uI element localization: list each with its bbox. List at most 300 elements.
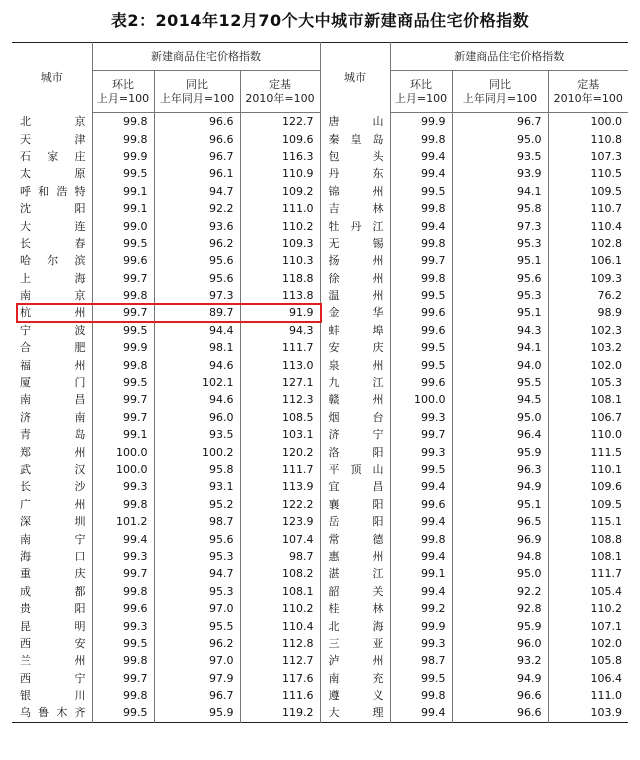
city-name-left: 成都 <box>12 583 92 600</box>
city-name-right: 泸州 <box>320 652 390 669</box>
base-value-right: 107.3 <box>590 149 623 163</box>
mom-value-right: 99.6 <box>390 304 452 321</box>
yoy-value-right: 94.0 <box>452 356 548 373</box>
table-row <box>12 478 628 495</box>
city-name-right: 九江 <box>320 374 390 391</box>
yoy-value-left: 92.2 <box>154 200 240 217</box>
base-value-right: 76.2 <box>597 289 623 303</box>
mom-value-right: 99.4 <box>390 548 452 565</box>
yoy-value-right: 95.1 <box>452 252 548 269</box>
city-name-right: 襄阳 <box>320 496 390 513</box>
city-name-right: 常德 <box>320 530 390 547</box>
base-value-left: 94.3 <box>240 322 320 339</box>
yoy-value-right: 94.1 <box>452 183 548 200</box>
city-name-left: 宁波 <box>12 322 92 339</box>
city-name-left: 石家庄 <box>12 148 92 165</box>
mom-value-left: 99.8 <box>92 583 154 600</box>
mom-value-left: 99.3 <box>92 478 154 495</box>
yoy-value-right: 93.5 <box>452 148 548 165</box>
mom-value-left: 99.5 <box>92 374 154 391</box>
mom-value-right: 99.4 <box>390 513 452 530</box>
yoy-value-right: 94.8 <box>452 548 548 565</box>
city-name-left: 南宁 <box>12 530 92 547</box>
table-row <box>12 670 628 687</box>
table-row <box>12 617 628 634</box>
index-group-header-left: 新建商品住宅价格指数 <box>92 43 320 71</box>
base-value-right: 110.5 <box>590 167 623 181</box>
yoy-value-left: 95.6 <box>154 270 240 287</box>
base-value-right: 106.4 <box>590 671 623 685</box>
base-value-left: 109.2 <box>240 183 320 200</box>
base-value-right: 103.9 <box>590 706 623 720</box>
base-value-left: 107.4 <box>240 530 320 547</box>
table-row <box>12 496 628 513</box>
city-name-left: 武汉 <box>12 461 92 478</box>
city-name-left: 哈尔滨 <box>12 252 92 269</box>
mom-value-right: 99.6 <box>390 322 452 339</box>
mom-value-left: 99.3 <box>92 617 154 634</box>
base-value-left: 110.2 <box>240 217 320 234</box>
mom-value-left: 99.7 <box>92 270 154 287</box>
yoy-value-left: 98.7 <box>154 513 240 530</box>
mom-value-left: 99.9 <box>92 148 154 165</box>
yoy-value-right: 95.5 <box>452 374 548 391</box>
yoy-value-right: 93.9 <box>452 165 548 182</box>
base-value-right: 109.5 <box>590 184 623 198</box>
price-index-table <box>12 42 628 723</box>
yoy-value-right: 95.0 <box>452 565 548 582</box>
mom-value-left: 99.1 <box>92 426 154 443</box>
base-value-right: 106.1 <box>590 254 623 268</box>
base-value-right: 110.4 <box>590 219 623 233</box>
table-row <box>12 443 628 460</box>
base-value-right: 109.6 <box>590 480 623 494</box>
city-name-left: 银川 <box>12 687 92 704</box>
yoy-value-left: 95.8 <box>154 461 240 478</box>
city-name-right: 赣州 <box>320 391 390 408</box>
city-name-left: 西安 <box>12 635 92 652</box>
base-value-right: 106.7 <box>590 410 623 424</box>
yoy-value-left: 96.6 <box>154 113 240 131</box>
base-value-left: 117.6 <box>240 670 320 687</box>
mom-value-left: 99.8 <box>92 687 154 704</box>
mom-value-left: 99.7 <box>92 565 154 582</box>
table-row <box>12 374 628 391</box>
yoy-value-left: 96.7 <box>154 687 240 704</box>
price-index-table-container <box>12 42 628 723</box>
city-name-left: 重庆 <box>12 565 92 582</box>
table-row <box>12 339 628 356</box>
mom-value-right: 98.7 <box>390 652 452 669</box>
base-value-left: 111.0 <box>240 200 320 217</box>
mom-value-left: 99.5 <box>92 635 154 652</box>
mom-value-right: 99.9 <box>390 617 452 634</box>
mom-value-left: 99.8 <box>92 356 154 373</box>
city-name-right: 洛阳 <box>320 443 390 460</box>
mom-value-left: 99.8 <box>92 287 154 304</box>
base-value-right: 108.1 <box>590 549 623 563</box>
table-row <box>12 565 628 582</box>
base-value-left: 110.3 <box>240 252 320 269</box>
city-name-right: 秦皇岛 <box>320 130 390 147</box>
table-row <box>12 252 628 269</box>
base-value-left: 119.2 <box>240 704 320 722</box>
city-name-right: 惠州 <box>320 548 390 565</box>
city-name-left: 呼和浩特 <box>12 183 92 200</box>
yoy-value-right: 92.2 <box>452 583 548 600</box>
mom-value-right: 99.5 <box>390 356 452 373</box>
mom-value-left: 99.8 <box>92 652 154 669</box>
base-value-left: 108.1 <box>240 583 320 600</box>
base-value-right: 109.5 <box>590 497 623 511</box>
mom-value-left: 100.0 <box>92 461 154 478</box>
mom-value-left: 99.9 <box>92 339 154 356</box>
mom-value-left: 99.1 <box>92 183 154 200</box>
base-value-right: 108.1 <box>590 393 623 407</box>
base-value-left: 111.7 <box>240 339 320 356</box>
mom-value-right: 99.4 <box>390 478 452 495</box>
city-name-right: 徐州 <box>320 270 390 287</box>
base-value-left: 111.6 <box>240 687 320 704</box>
yoy-value-right: 95.9 <box>452 443 548 460</box>
city-name-left: 青岛 <box>12 426 92 443</box>
base-value-right: 110.0 <box>590 428 623 442</box>
mom-value-right: 99.4 <box>390 704 452 722</box>
base-value-left: 112.3 <box>240 391 320 408</box>
yoy-value-right: 94.9 <box>452 478 548 495</box>
yoy-value-left: 89.7 <box>154 304 240 321</box>
table-row <box>12 687 628 704</box>
index-group-header-right: 新建商品住宅价格指数 <box>454 49 565 63</box>
city-name-right: 泉州 <box>320 356 390 373</box>
mom-value-left: 99.4 <box>92 530 154 547</box>
city-name-left: 昆明 <box>12 617 92 634</box>
yoy-value-left: 98.1 <box>154 339 240 356</box>
mom-value-left: 99.5 <box>92 322 154 339</box>
yoy-value-left: 95.2 <box>154 496 240 513</box>
mom-value-left: 99.8 <box>92 130 154 147</box>
yoy-value-right: 96.6 <box>452 704 548 722</box>
base-value-left: 113.8 <box>240 287 320 304</box>
yoy-value-right: 95.9 <box>452 617 548 634</box>
mom-value-left: 99.1 <box>92 200 154 217</box>
base-value-left: 108.2 <box>240 565 320 582</box>
city-name-right: 温州 <box>320 287 390 304</box>
yoy-value-left: 95.6 <box>154 530 240 547</box>
base-value-left: 98.7 <box>240 548 320 565</box>
table-row <box>12 235 628 252</box>
mom-value-right: 99.4 <box>390 217 452 234</box>
city-name-left: 兰州 <box>12 652 92 669</box>
table-row <box>12 704 628 722</box>
city-name-right: 北海 <box>320 617 390 634</box>
yoy-value-right: 96.6 <box>452 687 548 704</box>
city-name-left: 济南 <box>12 409 92 426</box>
mom-value-right: 99.9 <box>390 113 452 131</box>
table-row <box>12 200 628 217</box>
yoy-value-left: 96.7 <box>154 148 240 165</box>
base-value-left: 113.0 <box>240 356 320 373</box>
city-name-right: 牡丹江 <box>320 217 390 234</box>
mom-value-right: 99.2 <box>390 600 452 617</box>
table-row <box>12 652 628 669</box>
base-value-right: 110.1 <box>590 463 623 476</box>
table-row <box>12 322 628 339</box>
table-row <box>12 183 628 200</box>
city-name-left: 长春 <box>12 235 92 252</box>
city-name-left: 天津 <box>12 130 92 147</box>
city-name-left: 厦门 <box>12 374 92 391</box>
mom-value-right: 99.8 <box>390 270 452 287</box>
mom-value-left: 99.7 <box>92 670 154 687</box>
table-row <box>12 583 628 600</box>
base-value-left: 109.3 <box>240 235 320 252</box>
yoy-value-right: 95.0 <box>452 130 548 147</box>
yoy-value-right: 96.7 <box>452 113 548 131</box>
mom-value-left: 100.0 <box>92 443 154 460</box>
table-title: 表2：2014年12月70个大中城市新建商品住宅价格指数 <box>110 11 530 30</box>
base-value-right: 110.2 <box>590 602 623 616</box>
table-row <box>12 148 628 165</box>
yoy-value-right: 97.3 <box>452 217 548 234</box>
table-row <box>12 548 628 565</box>
yoy-value-left: 94.6 <box>154 391 240 408</box>
yoy-value-right: 95.8 <box>452 200 548 217</box>
city-name-right: 遵义 <box>320 687 390 704</box>
yoy-value-right: 96.3 <box>452 461 548 478</box>
base-value-left: 120.2 <box>240 443 320 460</box>
base-value-right: 102.0 <box>590 358 623 372</box>
mom-value-left: 99.8 <box>92 496 154 513</box>
table-row <box>12 270 628 287</box>
yoy-value-right: 95.3 <box>452 287 548 304</box>
base-value-right: 108.8 <box>590 532 623 546</box>
base-value-right: 103.2 <box>590 341 623 355</box>
city-name-left: 贵阳 <box>12 600 92 617</box>
city-name-right: 金华 <box>320 304 390 321</box>
table-row <box>12 356 628 373</box>
base-value-right: 105.3 <box>590 376 623 390</box>
base-value-left: 108.5 <box>240 409 320 426</box>
yoy-value-left: 97.0 <box>154 600 240 617</box>
city-column-header-right: 城市 <box>320 43 390 113</box>
base-value-right: 110.8 <box>590 132 623 146</box>
yoy-value-right: 94.9 <box>452 670 548 687</box>
yoy-value-left: 97.9 <box>154 670 240 687</box>
base-value-left: 127.1 <box>240 374 320 391</box>
yoy-value-left: 102.1 <box>154 374 240 391</box>
base-value-right: 102.3 <box>590 323 623 337</box>
yoy-value-left: 96.0 <box>154 409 240 426</box>
table-row <box>12 600 628 617</box>
mom-value-right: 99.8 <box>390 200 452 217</box>
yoy-value-left: 94.6 <box>154 356 240 373</box>
base-header-right: 定基 2010年=100 <box>548 71 628 113</box>
city-name-right: 韶关 <box>320 583 390 600</box>
yoy-value-left: 100.2 <box>154 443 240 460</box>
city-name-right: 济宁 <box>320 426 390 443</box>
base-value-left: 111.7 <box>240 461 320 478</box>
base-value-left: 112.7 <box>240 652 320 669</box>
yoy-value-left: 93.5 <box>154 426 240 443</box>
mom-value-right: 99.8 <box>390 130 452 147</box>
mom-value-right: 99.6 <box>390 374 452 391</box>
yoy-value-right: 95.1 <box>452 304 548 321</box>
mom-value-left: 99.7 <box>92 409 154 426</box>
mom-value-right: 99.6 <box>390 496 452 513</box>
mom-value-right: 99.5 <box>390 670 452 687</box>
base-value-left: 103.1 <box>240 426 320 443</box>
table-row <box>12 530 628 547</box>
city-name-right: 岳阳 <box>320 513 390 530</box>
mom-value-left: 99.7 <box>92 391 154 408</box>
yoy-value-left: 94.4 <box>154 322 240 339</box>
mom-value-right: 99.7 <box>390 252 452 269</box>
yoy-value-left: 97.3 <box>154 287 240 304</box>
base-value-left: 118.8 <box>240 270 320 287</box>
base-value-left: 91.9 <box>240 304 320 321</box>
table-row <box>12 113 628 131</box>
base-value-right: 102.8 <box>590 236 623 250</box>
city-name-left: 乌鲁木齐 <box>12 704 92 722</box>
yoy-value-left: 94.7 <box>154 183 240 200</box>
mom-value-right: 99.4 <box>390 165 452 182</box>
yoy-value-right: 95.0 <box>452 409 548 426</box>
mom-value-right: 100.0 <box>390 391 452 408</box>
mom-value-right: 99.3 <box>390 409 452 426</box>
mom-value-right: 99.4 <box>390 583 452 600</box>
city-name-right: 烟台 <box>320 409 390 426</box>
mom-header-right: 环比 上月=100 <box>390 71 452 113</box>
yoy-value-right: 96.0 <box>452 635 548 652</box>
table-row <box>12 217 628 234</box>
table-row <box>12 130 628 147</box>
base-value-left: 109.6 <box>240 130 320 147</box>
table-row <box>12 391 628 408</box>
city-name-left: 沈阳 <box>12 200 92 217</box>
table-row <box>12 635 628 652</box>
mom-value-left: 99.0 <box>92 217 154 234</box>
city-name-right: 桂林 <box>320 600 390 617</box>
city-name-left: 广州 <box>12 496 92 513</box>
yoy-value-left: 95.5 <box>154 617 240 634</box>
city-name-left: 福州 <box>12 356 92 373</box>
city-name-left: 太原 <box>12 165 92 182</box>
table-row <box>12 426 628 443</box>
mom-value-left: 101.2 <box>92 513 154 530</box>
base-value-right: 100.0 <box>590 115 623 129</box>
base-value-left: 110.9 <box>240 165 320 182</box>
mom-value-right: 99.7 <box>390 426 452 443</box>
yoy-value-left: 95.3 <box>154 583 240 600</box>
city-name-right: 安庆 <box>320 339 390 356</box>
city-name-right: 包头 <box>320 148 390 165</box>
base-value-left: 113.9 <box>240 478 320 495</box>
yoy-value-left: 97.0 <box>154 652 240 669</box>
city-name-left: 深圳 <box>12 513 92 530</box>
table-row <box>12 409 628 426</box>
yoy-value-left: 96.1 <box>154 165 240 182</box>
mom-value-left: 99.6 <box>92 600 154 617</box>
yoy-value-right: 95.3 <box>452 235 548 252</box>
base-value-left: 122.7 <box>240 113 320 131</box>
yoy-value-right: 93.2 <box>452 652 548 669</box>
city-name-right: 大理 <box>320 704 390 722</box>
city-name-left: 南京 <box>12 287 92 304</box>
mom-value-left: 99.5 <box>92 235 154 252</box>
base-value-right: 98.9 <box>597 306 623 320</box>
yoy-value-right: 96.5 <box>452 513 548 530</box>
table-row <box>12 304 628 321</box>
mom-value-right: 99.8 <box>390 687 452 704</box>
city-name-right: 蚌埠 <box>320 322 390 339</box>
yoy-value-right: 96.9 <box>452 530 548 547</box>
city-name-right: 锦州 <box>320 183 390 200</box>
base-value-right: 102.0 <box>590 636 623 650</box>
city-name-right: 吉林 <box>320 200 390 217</box>
yoy-value-left: 96.2 <box>154 235 240 252</box>
city-name-right: 三亚 <box>320 635 390 652</box>
mom-value-left: 99.7 <box>92 304 154 321</box>
yoy-header-right: 同比 上年同月=100 <box>452 71 548 113</box>
base-value-right: 110.7 <box>590 202 623 216</box>
yoy-value-left: 93.1 <box>154 478 240 495</box>
table-row <box>12 165 628 182</box>
city-column-header-left: 城市 <box>12 43 92 113</box>
city-name-left: 大连 <box>12 217 92 234</box>
yoy-value-left: 96.6 <box>154 130 240 147</box>
yoy-value-right: 95.1 <box>452 496 548 513</box>
table-row <box>12 461 628 478</box>
base-value-right: 105.4 <box>590 584 623 598</box>
mom-value-right: 99.8 <box>390 530 452 547</box>
mom-value-right: 99.5 <box>390 287 452 304</box>
city-name-left: 海口 <box>12 548 92 565</box>
yoy-value-right: 94.5 <box>452 391 548 408</box>
mom-value-left: 99.6 <box>92 252 154 269</box>
city-name-right: 湛江 <box>320 565 390 582</box>
base-value-right: 111.7 <box>590 567 623 581</box>
table-row <box>12 513 628 530</box>
base-header-left: 定基 2010年=100 <box>240 71 320 113</box>
city-name-left: 郑州 <box>12 443 92 460</box>
city-name-left: 长沙 <box>12 478 92 495</box>
yoy-value-right: 95.6 <box>452 270 548 287</box>
city-name-left: 南昌 <box>12 391 92 408</box>
mom-value-right: 99.5 <box>390 183 452 200</box>
city-name-right: 无锡 <box>320 235 390 252</box>
base-value-right: 111.5 <box>590 445 623 459</box>
base-value-left: 110.2 <box>240 600 320 617</box>
mom-value-left: 99.3 <box>92 548 154 565</box>
mom-value-right: 99.3 <box>390 443 452 460</box>
mom-value-right: 99.4 <box>390 148 452 165</box>
base-value-left: 110.4 <box>240 617 320 634</box>
city-name-right: 丹东 <box>320 165 390 182</box>
mom-value-left: 99.8 <box>92 113 154 131</box>
mom-value-right: 99.5 <box>390 461 452 478</box>
city-name-left: 合肥 <box>12 339 92 356</box>
yoy-value-left: 95.6 <box>154 252 240 269</box>
table-body <box>12 113 628 723</box>
base-value-right: 109.3 <box>590 271 623 285</box>
yoy-value-right: 94.1 <box>452 339 548 356</box>
yoy-value-left: 93.6 <box>154 217 240 234</box>
mom-value-left: 99.5 <box>92 704 154 722</box>
city-name-left: 上海 <box>12 270 92 287</box>
yoy-value-left: 95.9 <box>154 704 240 722</box>
mom-header-left: 环比 上月=100 <box>92 71 154 113</box>
